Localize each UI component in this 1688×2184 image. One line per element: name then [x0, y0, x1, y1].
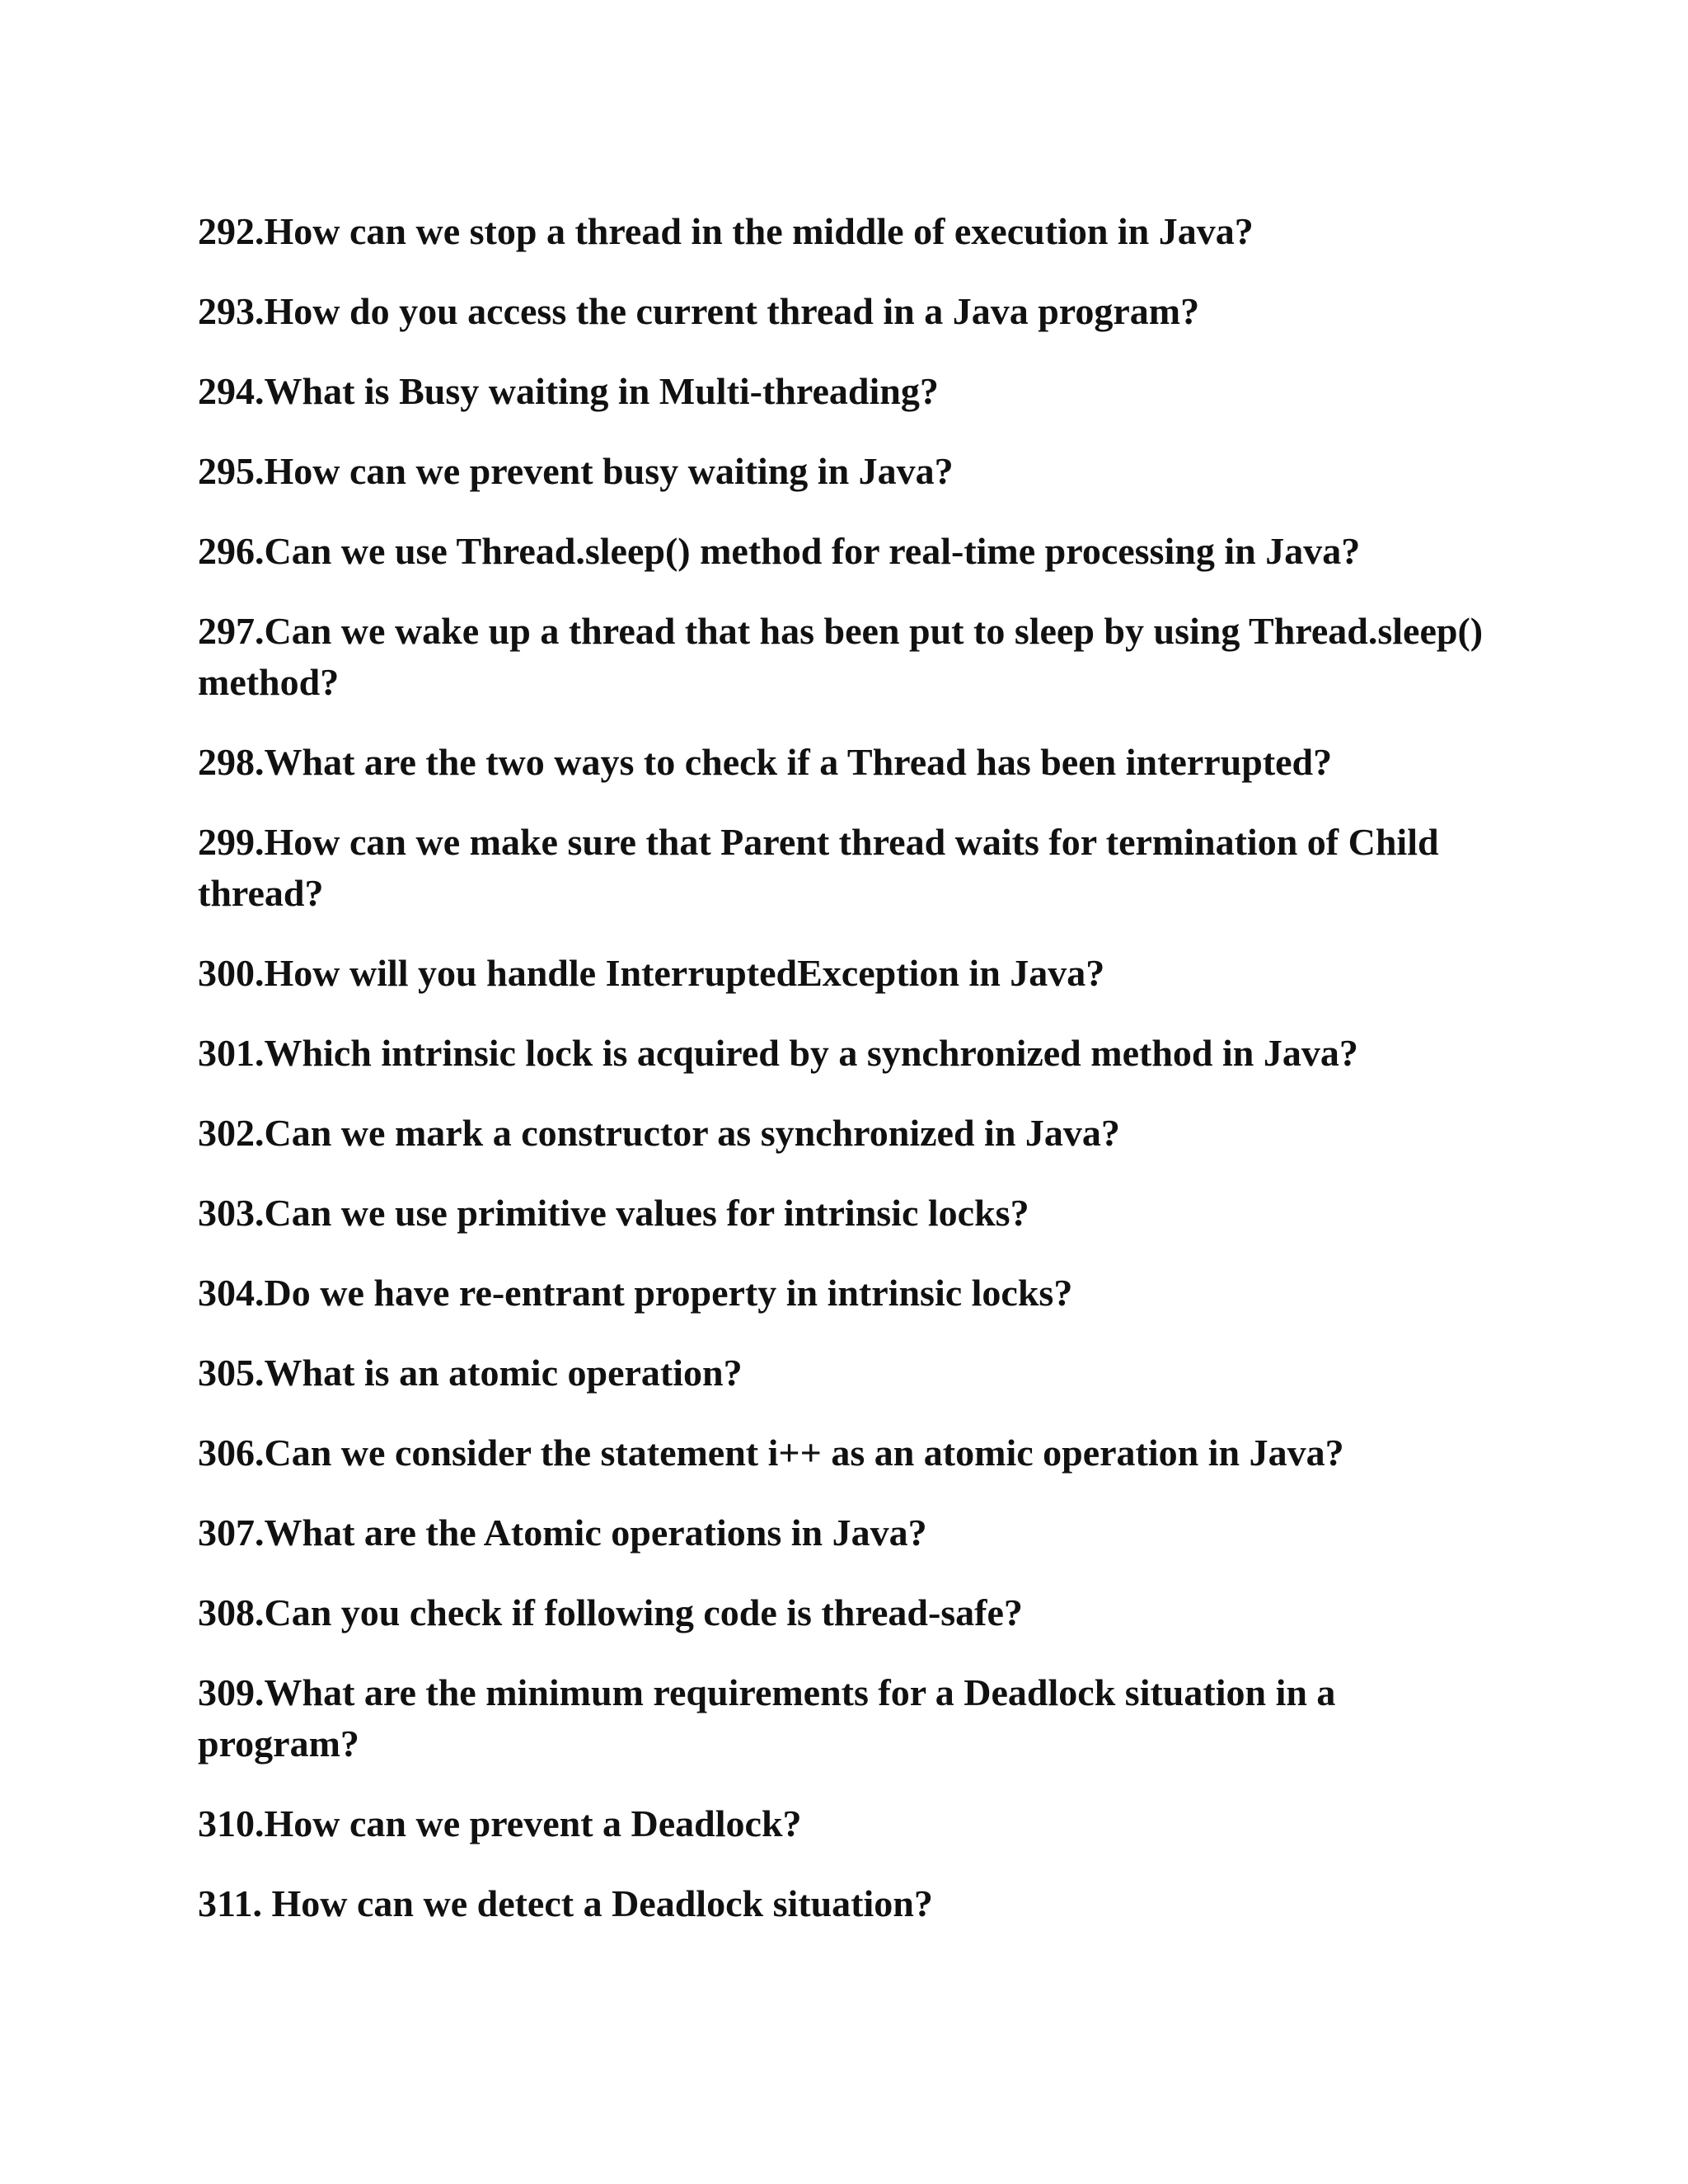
question-item: [198, 817, 1484, 919]
question-text: Which intrinsic lock is acquired by a synchronized method in Java?: [264, 1032, 1358, 1074]
question-number: 302.: [198, 1112, 265, 1154]
question-item: [198, 737, 1484, 788]
question-item: [198, 206, 1484, 257]
question-number: 303.: [198, 1192, 265, 1234]
question-number: 298.: [198, 741, 265, 783]
question-item: [198, 606, 1484, 708]
question-item: [198, 286, 1484, 337]
question-text: How can we detect a Deadlock situation?: [261, 1882, 933, 1924]
question-number: 307.: [198, 1511, 265, 1554]
question-text: How can we prevent busy waiting in Java?: [264, 450, 954, 492]
question-item: [198, 1108, 1484, 1159]
question-number: 300.: [198, 952, 265, 994]
question-item: [198, 366, 1484, 417]
question-text: How do you access the current thread in a Java program?: [264, 290, 1200, 332]
question-number: 308.: [198, 1591, 265, 1633]
question-text: Can we wake up a thread that has been put to sleep by using Thread.sleep() method?: [198, 610, 1484, 703]
question-number: 306.: [198, 1432, 265, 1474]
question-item: [198, 1507, 1484, 1558]
question-text: How can we make sure that Parent thread waits for termination of Child thread?: [198, 821, 1439, 914]
question-number: 293.: [198, 290, 265, 332]
question-number: 305.: [198, 1352, 265, 1394]
question-item: [198, 1347, 1484, 1399]
question-text: How can we stop a thread in the middle of execution in Java?: [264, 210, 1254, 252]
question-number: 295.: [198, 450, 265, 492]
question-text: What are the Atomic operations in Java?: [264, 1511, 927, 1554]
question-item: [198, 1587, 1484, 1638]
question-number: 296.: [198, 530, 265, 572]
question-text: What are the two ways to check if a Thread has been interrupted?: [264, 741, 1333, 783]
question-number: 311.: [198, 1882, 262, 1924]
question-item: [198, 526, 1484, 577]
question-number: 297.: [198, 610, 265, 652]
question-number: 299.: [198, 821, 265, 863]
question-text: What is an atomic operation?: [264, 1352, 743, 1394]
question-text: Do we have re-entrant property in intrinsic locks?: [264, 1272, 1073, 1314]
question-item: [198, 1268, 1484, 1319]
question-number: 292.: [198, 210, 265, 252]
question-text: Can we mark a constructor as synchronized in Java?: [264, 1112, 1120, 1154]
question-number: 309.: [198, 1671, 265, 1713]
question-item: [198, 1028, 1484, 1079]
question-number: 304.: [198, 1272, 265, 1314]
question-item: [198, 446, 1484, 497]
question-number: 294.: [198, 370, 265, 412]
question-text: Can you check if following code is thread-safe?: [264, 1591, 1023, 1633]
question-text: What is Busy waiting in Multi-threading?: [264, 370, 939, 412]
question-text: What are the minimum requirements for a Deadlock situation in a program?: [198, 1671, 1336, 1765]
question-text: Can we use Thread.sleep() method for real-time processing in Java?: [264, 530, 1361, 572]
question-number: 310.: [198, 1802, 265, 1844]
question-text: How will you handle InterruptedException in Java?: [264, 952, 1105, 994]
question-number: 301.: [198, 1032, 265, 1074]
question-list: [198, 206, 1484, 1958]
question-text: Can we use primitive values for intrinsic locks?: [264, 1192, 1029, 1234]
question-item: [198, 1878, 1484, 1929]
question-item: [198, 1188, 1484, 1239]
question-text: Can we consider the statement i++ as an atomic operation in Java?: [264, 1432, 1344, 1474]
question-text: How can we prevent a Deadlock?: [264, 1802, 802, 1844]
question-item: [198, 948, 1484, 999]
question-item: [198, 1798, 1484, 1849]
question-item: [198, 1667, 1484, 1769]
question-item: [198, 1427, 1484, 1479]
